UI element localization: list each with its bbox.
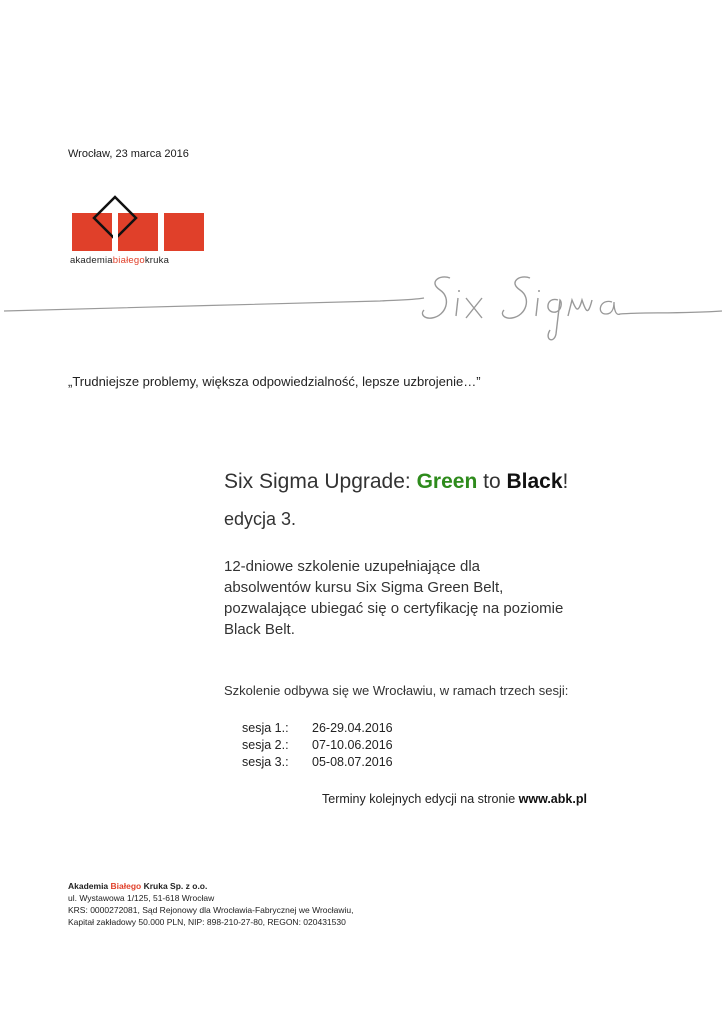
session-label: sesja 2.:	[242, 738, 289, 752]
company-footer	[68, 880, 354, 928]
company-name: Akademia Białego Kruka Sp. z o.o.	[68, 881, 208, 891]
description-line: Black Belt.	[224, 621, 295, 638]
six-sigma-signature	[0, 270, 724, 370]
session-label: sesja 1.:	[242, 721, 289, 735]
website-link[interactable]: www.abk.pl	[518, 792, 587, 806]
session-row	[242, 754, 393, 771]
description-line: absolwentów kursu Six Sigma Green Belt,	[224, 579, 504, 596]
edition-number: edycja 3.	[224, 509, 297, 529]
page-title: Six Sigma Upgrade: Green to Black!	[224, 470, 569, 493]
session-dates: 26-29.04.2016	[312, 721, 393, 735]
description-line: 12-dniowe szkolenie uzupełniające dla	[224, 558, 481, 575]
session-row	[242, 720, 393, 737]
course-description	[224, 556, 604, 640]
logo-wordmark: akademiabiałegokruka	[70, 255, 170, 266]
session-dates: 05-08.07.2016	[312, 755, 393, 769]
motto-quote: „Trudniejsze problemy, większa odpowiedzialność, lepsze uzbrojenie…”	[68, 374, 481, 389]
document-date: Wrocław, 23 marca 2016	[68, 148, 189, 160]
company-address: ul. Wystawowa 1/125, 51-618 Wrocław	[68, 893, 215, 903]
company-krs: KRS: 0000272081, Sąd Rejonowy dla Wrocławia-Fabrycznej we Wrocławiu,	[68, 905, 354, 915]
next-editions-note: Terminy kolejnych edycji na stronie www.abk.pl	[322, 792, 587, 806]
session-row	[242, 737, 393, 754]
description-line: pozwalające ubiegać się o certyfikację na poziomie	[224, 600, 564, 617]
sessions-intro: Szkolenie odbywa się we Wrocławiu, w ramach trzech sesji:	[224, 683, 569, 698]
session-label: sesja 3.:	[242, 755, 289, 769]
sessions-list	[242, 720, 393, 771]
session-dates: 07-10.06.2016	[312, 738, 393, 752]
company-capital: Kapitał zakładowy 50.000 PLN, NIP: 898-210-27-80, REGON: 020431530	[68, 917, 346, 927]
